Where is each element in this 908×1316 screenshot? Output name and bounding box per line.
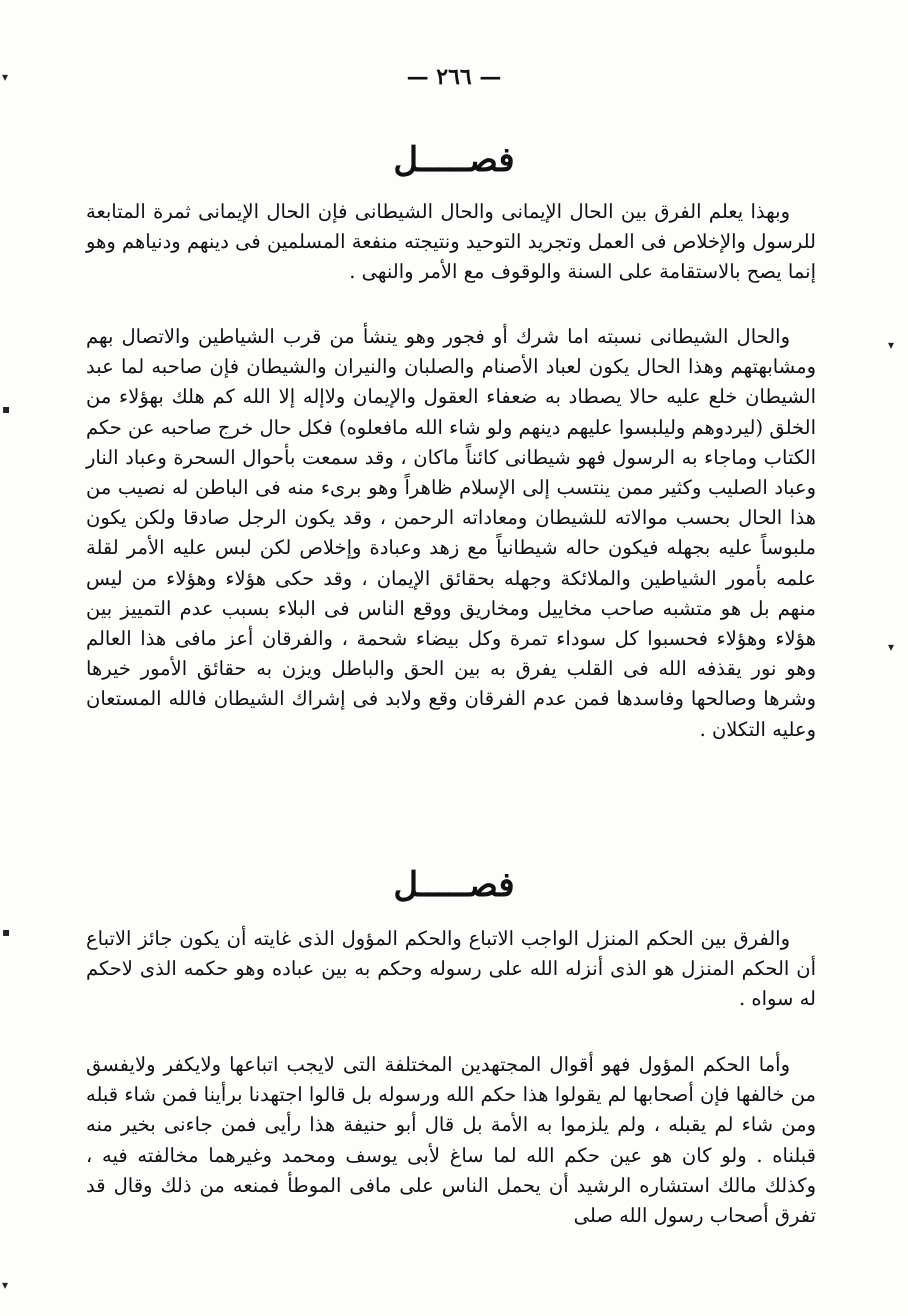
margin-mark: ▾ <box>888 338 895 352</box>
margin-mark: ▾ <box>2 70 9 84</box>
paragraph-3-text: والفرق بين الحكم المنزل الواجب الاتباع والحكم المؤول الذى غايته أن يكون جائز الاتباع أن الحكم المنزل هو الذى أنزله الله على رسوله وحكم به بين عباده وهو حكمه الذى لاحكم له سواه . <box>86 927 816 1011</box>
section-heading-fasl-2: فصـــــل <box>393 865 515 905</box>
margin-mark: ▪ <box>2 402 11 416</box>
margin-mark: ▪ <box>2 925 11 939</box>
paragraph-4-text: وأما الحكم المؤول فهو أقوال المجتهدين المختلفة التى لايجب اتباعها ولايكفر ولايفسق من خالفها فإن أصحابها لم يقولوا هذا حكم الله ورسوله بل قالوا اجتهدنا برأينا فمن شاء قبله ومن شاء لم يقبله ، ولم يلزموا به الأمة بل قال أبو حنيفة هذا رأيى فمن جاءنى بخير منه قبلناه . ولو كان هو عين حكم الله لما ساغ لأبى يوسف ومحمد وغيرهما مخالفته فيه ، وكذلك مالك استشاره الرشيد أن يحمل الناس على مافى الموطأ فمنعه من ذلك وقال قد تفرق أصحاب رسول الله صلى <box>86 1053 816 1228</box>
margin-mark: ▾ <box>888 640 895 654</box>
margin-mark: ▾ <box>2 1278 9 1292</box>
page-number: — ٢٦٦ — <box>406 64 502 90</box>
paragraph-1 <box>86 197 816 288</box>
section-heading-fasl-1: فصـــــل <box>393 140 515 180</box>
paragraph-3 <box>86 924 816 1015</box>
paragraph-2-text: والحال الشيطانى نسبته اما شرك أو فجور وهو ينشأ من قرب الشياطين والاتصال بهم ومشابهتهم وهذا الحال يكون لعباد الأصنام والصلبان والنيران والشيطان فإن صاحبه لما عبد الشيطان خلع عليه حالا يصطاد به ضعفاء العقول والإيمان ولاإله إلا الله كم هلك بهؤلاء من الخلق (ليردوهم وليلبسوا عليهم دينهم ولو شاء الله مافعلوه) فكل حال خرج صاحبه عن حكم الكتاب وماجاء به الرسول فهو شيطانى كائناً ماكان ، وقد سمعت بأحوال السحرة وعباد النار وعباد الصليب وكثير ممن ينتسب إلى الإسلام ظاهراً وهو برىء منه فى الباطن له نصيب من هذا الحال بحسب موالاته للشيطان ومعاداته الرحمن ، وقد يكون الرجل صادقا ولكن يكون ملبوساً عليه بجهله فيكون حاله شيطانياً مع زهد وعبادة وإخلاص لكن لبس عليه الأمر لقلة علمه بأمور الشياطين والملائكة وجهله بحقائق الإيمان ، وقد حكى هؤلاء وهؤلاء من ليس منهم بل هو متشبه صاحب مخاييل ومخاريق ووقع الناس فى البلاء بسبب عدم التمييز بين هؤلاء وهؤلاء فحسبوا كل سوداء تمرة وكل بيضاء شحمة ، والفرقان أعز مافى هذا العالم وهو نور يقذفه الله فى القلب يفرق به بين الحق والباطل ويزن به حقائق الأمور خيرها وشرها وصالحها وفاسدها فمن عدم الفرقان وقع ولابد فى إشراك الشيطان فالله المستعان وعليه التكلان . <box>86 325 816 741</box>
paragraph-1-text: وبهذا يعلم الفرق بين الحال الإيمانى والحال الشيطانى فإن الحال الإيمانى ثمرة المتابعة للرسول والإخلاص فى العمل وتجريد التوحيد ونتيجته منفعة المسلمين فى دينهم ودنياهم وهو إنما يصح بالاستقامة على السنة والوقوف مع الأمر والنهى . <box>86 200 816 284</box>
paragraph-4 <box>86 1050 816 1231</box>
paragraph-2 <box>86 322 816 745</box>
